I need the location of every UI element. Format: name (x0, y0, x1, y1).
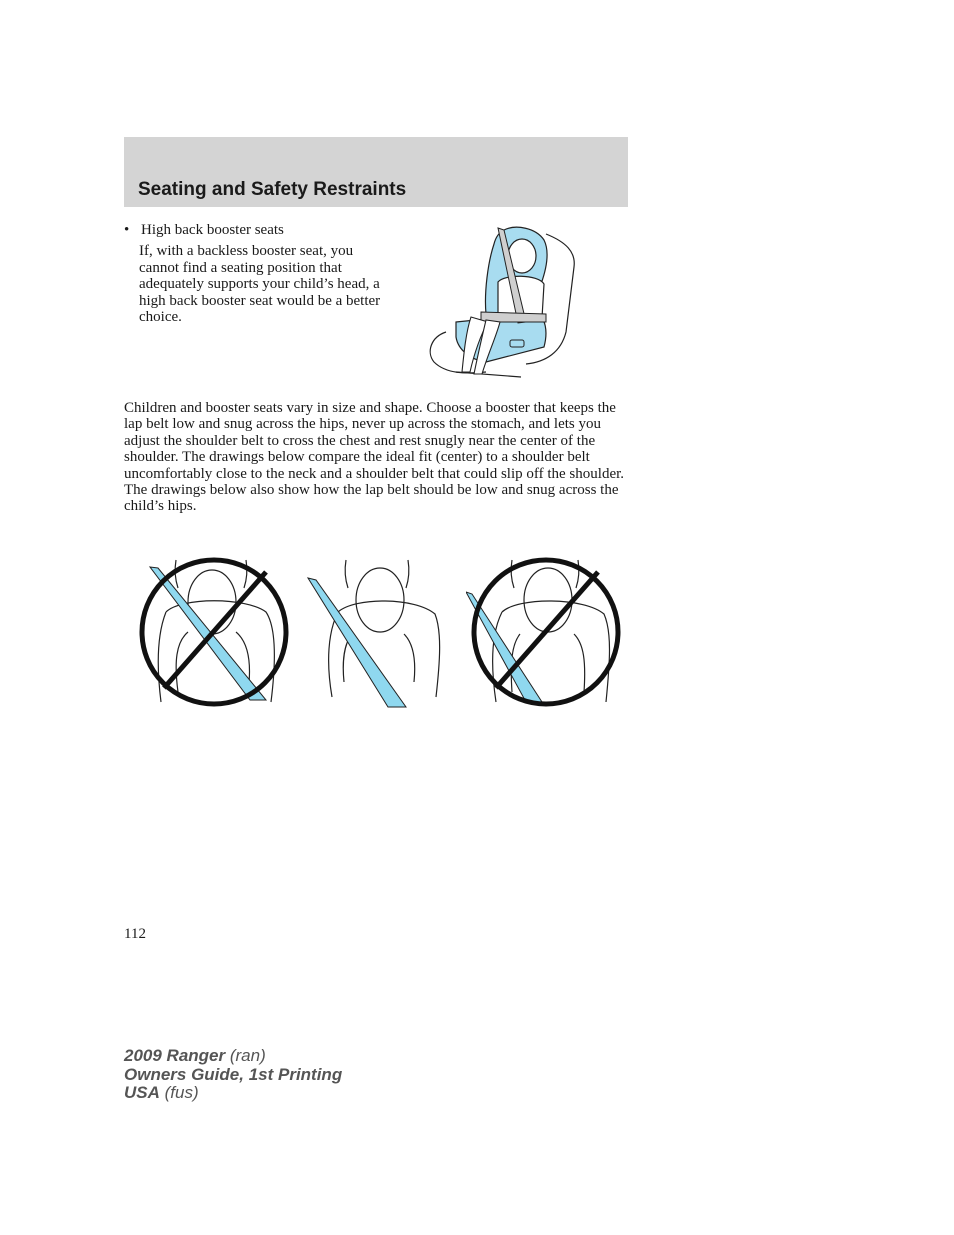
page-number: 112 (124, 926, 146, 942)
bullet-description: If, with a backless booster seat, you cannot find a seating position that adequately supports your child’s head, a high back booster seat would be a better choice. (139, 243, 381, 325)
document-footer (124, 1047, 342, 1103)
belt-fit-comparison (124, 552, 630, 717)
footer-model-code: (ran) (229, 1046, 266, 1065)
section-title: Seating and Safety Restraints (138, 179, 407, 200)
section-header-band (124, 137, 628, 207)
footer-model: 2009 Ranger (124, 1046, 226, 1065)
belt-near-neck-drawing (136, 552, 296, 717)
bullet-item (124, 221, 284, 239)
bullet-marker: • (124, 222, 130, 238)
footer-region-line (124, 1084, 342, 1103)
body-paragraph: Children and booster seats vary in size and shape. Choose a booster that keeps the lap belt low and snug across the hips, never up across the stomach, and lets you adjust the shoulder belt to cross the chest and rest snugly near the center of the shoulder. The drawings below compare the ideal fit (center) to a shoulder belt uncomfortably close to the neck and a shoulder belt that could slip off the shoulder. The drawings below also show how the lap belt should be low and snug across the child’s hips. (124, 400, 625, 515)
footer-guide-line (124, 1066, 342, 1085)
belt-off-shoulder-drawing (466, 552, 626, 717)
belt-ideal-fit-drawing (300, 552, 460, 717)
footer-region: USA (124, 1083, 160, 1102)
bullet-label: High back booster seats (141, 222, 284, 238)
high-back-booster-illustration (426, 222, 586, 382)
footer-model-line (124, 1047, 342, 1066)
footer-guide: Owners Guide, 1st Printing (124, 1064, 343, 1084)
footer-region-code: (fus) (164, 1083, 199, 1102)
